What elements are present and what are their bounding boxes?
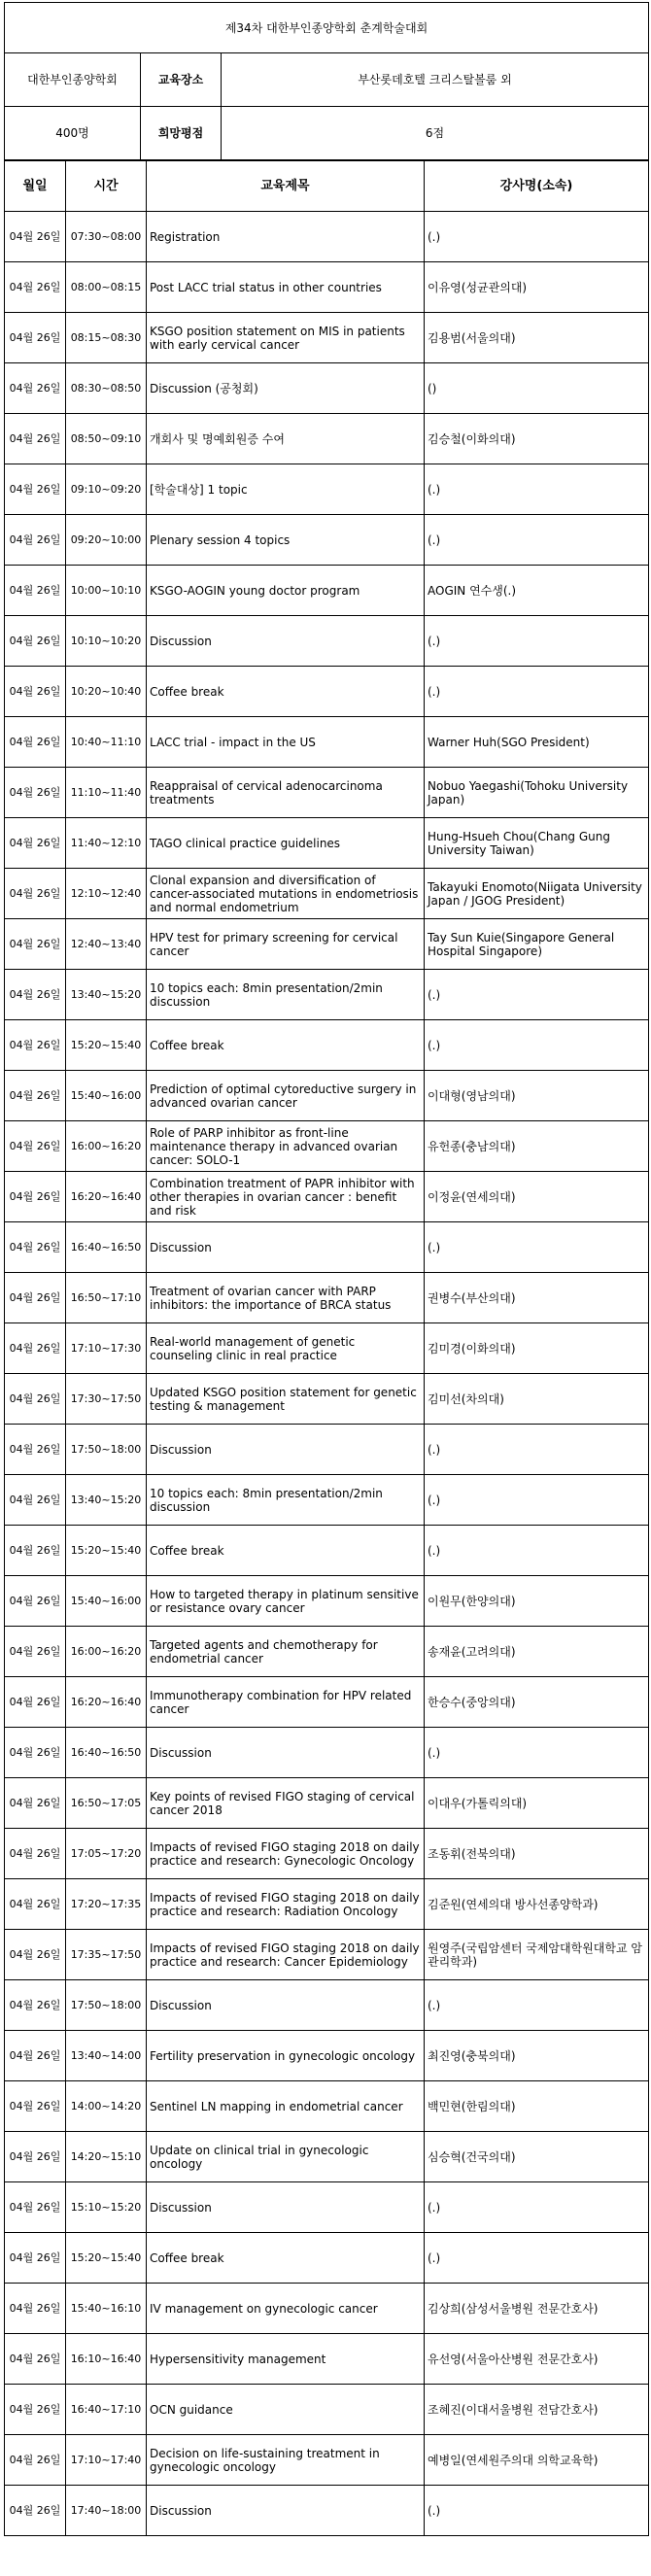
topic-cell: Clonal expansion and diversification of cancer-associated mutations in endometriosis and normal endometrium (147, 869, 425, 919)
speaker-cell: (.) (425, 616, 649, 667)
table-row (5, 1980, 649, 2031)
table-row (5, 2284, 649, 2334)
table-row (5, 1020, 649, 1071)
date-cell: 04월 26일 (5, 2334, 66, 2385)
time-cell: 17:30~17:50 (66, 1374, 147, 1425)
date-cell: 04월 26일 (5, 1829, 66, 1879)
date-cell: 04월 26일 (5, 1374, 66, 1425)
date-cell: 04월 26일 (5, 2385, 66, 2435)
time-cell: 15:20~15:40 (66, 1526, 147, 1576)
date-cell: 04월 26일 (5, 1020, 66, 1071)
table-row (5, 1475, 649, 1526)
time-cell: 13:40~15:20 (66, 970, 147, 1020)
topic-cell: Immunotherapy combination for HPV related cancer (147, 1677, 425, 1728)
time-cell: 13:40~15:20 (66, 1475, 147, 1526)
topic-cell: Key points of revised FIGO staging of cervical cancer 2018 (147, 1778, 425, 1829)
time-cell: 15:10~15:20 (66, 2182, 147, 2233)
speaker-cell: AOGIN 연수생(.) (425, 566, 649, 616)
date-cell: 04월 26일 (5, 919, 66, 970)
topic-cell: Plenary session 4 topics (147, 515, 425, 566)
venue-value: 부산롯데호텔 크리스탈볼룸 외 (222, 53, 649, 107)
time-cell: 10:40~11:10 (66, 717, 147, 768)
date-cell: 04월 26일 (5, 768, 66, 818)
table-row (5, 1323, 649, 1374)
speaker-cell: (.) (425, 970, 649, 1020)
time-cell: 15:40~16:00 (66, 1576, 147, 1627)
time-cell: 16:00~16:20 (66, 1121, 147, 1172)
table-row (5, 1222, 649, 1273)
points-label: 희망평점 (141, 107, 222, 160)
time-cell: 16:50~17:05 (66, 1778, 147, 1829)
speaker-cell: 예병일(연세원주의대 의학교육학) (425, 2435, 649, 2486)
date-cell: 04월 26일 (5, 414, 66, 464)
date-cell: 04월 26일 (5, 1121, 66, 1172)
table-row (5, 768, 649, 818)
time-cell: 12:10~12:40 (66, 869, 147, 919)
table-row (5, 2385, 649, 2435)
date-cell: 04월 26일 (5, 2182, 66, 2233)
date-cell: 04월 26일 (5, 464, 66, 515)
table-row (5, 2435, 649, 2486)
date-cell: 04월 26일 (5, 212, 66, 262)
topic-cell: Hypersensitivity management (147, 2334, 425, 2385)
points-row (5, 107, 649, 160)
speaker-cell: (.) (425, 2182, 649, 2233)
date-cell: 04월 26일 (5, 1222, 66, 1273)
date-cell: 04월 26일 (5, 667, 66, 717)
speaker-cell: (.) (425, 1526, 649, 1576)
table-row (5, 2334, 649, 2385)
speaker-cell: 이유영(성균관의대) (425, 262, 649, 313)
topic-cell: Impacts of revised FIGO staging 2018 on daily practice and research: Radiation Oncology (147, 1879, 425, 1930)
date-cell: 04월 26일 (5, 2132, 66, 2182)
topic-cell: KSGO-AOGIN young doctor program (147, 566, 425, 616)
time-cell: 10:20~10:40 (66, 667, 147, 717)
speaker-cell: 이대우(가톨릭의대) (425, 1778, 649, 1829)
date-cell: 04월 26일 (5, 262, 66, 313)
topic-cell: Prediction of optimal cytoreductive surgery in advanced ovarian cancer (147, 1071, 425, 1121)
speaker-cell: 김승철(이화의대) (425, 414, 649, 464)
speaker-cell: () (425, 363, 649, 414)
speaker-cell: 김미선(차의대) (425, 1374, 649, 1425)
speaker-cell: 유선영(서울아산병원 전문간호사) (425, 2334, 649, 2385)
time-cell: 14:20~15:10 (66, 2132, 147, 2182)
speaker-cell: 조동휘(전북의대) (425, 1829, 649, 1879)
schedule-sheet (4, 2, 648, 2536)
table-row (5, 1121, 649, 1172)
speaker-cell: 한승수(중앙의대) (425, 1677, 649, 1728)
time-cell: 16:40~16:50 (66, 1222, 147, 1273)
topic-cell: Discussion (147, 616, 425, 667)
time-cell: 11:40~12:10 (66, 818, 147, 869)
table-row (5, 313, 649, 363)
topic-cell: Coffee break (147, 2233, 425, 2284)
table-row (5, 818, 649, 869)
venue-label: 교육장소 (141, 53, 222, 107)
organizer-value: 대한부인종양학회 (5, 53, 141, 107)
speaker-cell: (.) (425, 515, 649, 566)
speaker-cell: 김상희(삼성서울병원 전문간호사) (425, 2284, 649, 2334)
time-cell: 17:40~18:00 (66, 2486, 147, 2536)
speaker-cell: 이원무(한양의대) (425, 1576, 649, 1627)
table-row (5, 2031, 649, 2081)
table-row (5, 566, 649, 616)
date-cell: 04월 26일 (5, 1273, 66, 1323)
table-row (5, 464, 649, 515)
date-cell: 04월 26일 (5, 2081, 66, 2132)
points-value: 6점 (222, 107, 649, 160)
table-row (5, 1728, 649, 1778)
date-cell: 04월 26일 (5, 818, 66, 869)
time-cell: 16:00~16:20 (66, 1627, 147, 1677)
venue-row (5, 53, 649, 107)
time-cell: 17:10~17:30 (66, 1323, 147, 1374)
time-cell: 16:50~17:10 (66, 1273, 147, 1323)
speaker-cell: (.) (425, 464, 649, 515)
time-cell: 15:20~15:40 (66, 1020, 147, 1071)
time-cell: 08:15~08:30 (66, 313, 147, 363)
speaker-cell: Takayuki Enomoto(Niigata University Japan / JGOG President) (425, 869, 649, 919)
date-cell: 04월 26일 (5, 970, 66, 1020)
table-row (5, 2233, 649, 2284)
speaker-cell: 백민현(한림의대) (425, 2081, 649, 2132)
date-cell: 04월 26일 (5, 1071, 66, 1121)
topic-cell: Real-world management of genetic counseling clinic in real practice (147, 1323, 425, 1374)
date-cell: 04월 26일 (5, 2435, 66, 2486)
topic-cell: Combination treatment of PAPR inhibitor with other therapies in ovarian cancer : benefit and risk (147, 1172, 425, 1222)
time-cell: 09:20~10:00 (66, 515, 147, 566)
time-cell: 16:20~16:40 (66, 1677, 147, 1728)
time-cell: 15:40~16:10 (66, 2284, 147, 2334)
date-cell: 04월 26일 (5, 313, 66, 363)
table-row (5, 1829, 649, 1879)
topic-cell: Coffee break (147, 1526, 425, 1576)
time-cell: 15:20~15:40 (66, 2233, 147, 2284)
header-time: 시간 (66, 161, 147, 212)
table-row (5, 2081, 649, 2132)
speaker-cell: (.) (425, 1020, 649, 1071)
time-cell: 17:50~18:00 (66, 1425, 147, 1475)
time-cell: 13:40~14:00 (66, 2031, 147, 2081)
date-cell: 04월 26일 (5, 1778, 66, 1829)
date-cell: 04월 26일 (5, 869, 66, 919)
time-cell: 10:00~10:10 (66, 566, 147, 616)
speaker-cell: 권병수(부산의대) (425, 1273, 649, 1323)
speaker-cell: (.) (425, 2486, 649, 2536)
date-cell: 04월 26일 (5, 1425, 66, 1475)
topic-cell: Update on clinical trial in gynecologic oncology (147, 2132, 425, 2182)
topic-cell: LACC trial - impact in the US (147, 717, 425, 768)
header-speaker: 강사명(소속) (425, 161, 649, 212)
topic-cell: Decision on life-sustaining treatment in gynecologic oncology (147, 2435, 425, 2486)
time-cell: 16:10~16:40 (66, 2334, 147, 2385)
topic-cell: Fertility preservation in gynecologic oncology (147, 2031, 425, 2081)
topic-cell: Discussion (147, 2486, 425, 2536)
date-cell: 04월 26일 (5, 2031, 66, 2081)
time-cell: 12:40~13:40 (66, 919, 147, 970)
header-topic: 교육제목 (147, 161, 425, 212)
speaker-cell: 최진영(충북의대) (425, 2031, 649, 2081)
topic-cell: IV management on gynecologic cancer (147, 2284, 425, 2334)
time-cell: 17:50~18:00 (66, 1980, 147, 2031)
date-cell: 04월 26일 (5, 2233, 66, 2284)
topic-cell: How to targeted therapy in platinum sensitive or resistance ovary cancer (147, 1576, 425, 1627)
table-row (5, 1576, 649, 1627)
table-row (5, 616, 649, 667)
table-row (5, 1273, 649, 1323)
topic-cell: Treatment of ovarian cancer with PARP inhibitors: the importance of BRCA status (147, 1273, 425, 1323)
speaker-cell: (.) (425, 1222, 649, 1273)
table-row (5, 919, 649, 970)
topic-cell: Discussion (147, 1728, 425, 1778)
table-row (5, 1930, 649, 1980)
date-cell: 04월 26일 (5, 1728, 66, 1778)
topic-cell: Discussion (147, 2182, 425, 2233)
topic-cell: Coffee break (147, 1020, 425, 1071)
date-cell: 04월 26일 (5, 515, 66, 566)
speaker-cell: (.) (425, 1475, 649, 1526)
time-cell: 09:10~09:20 (66, 464, 147, 515)
topic-cell: Role of PARP inhibitor as front-line maintenance therapy in advanced ovarian cancer: SOLO-1 (147, 1121, 425, 1172)
topic-cell: Targeted agents and chemotherapy for endometrial cancer (147, 1627, 425, 1677)
time-cell: 17:35~17:50 (66, 1930, 147, 1980)
speaker-cell: 김미경(이화의대) (425, 1323, 649, 1374)
table-row (5, 212, 649, 262)
speaker-cell: Tay Sun Kuie(Singapore General Hospital Singapore) (425, 919, 649, 970)
time-cell: 16:40~17:10 (66, 2385, 147, 2435)
topic-cell: Reappraisal of cervical adenocarcinoma treatments (147, 768, 425, 818)
table-row (5, 869, 649, 919)
table-row (5, 2486, 649, 2536)
topic-cell: Coffee break (147, 667, 425, 717)
time-cell: 08:30~08:50 (66, 363, 147, 414)
topic-cell: Discussion (147, 1222, 425, 1273)
time-cell: 08:50~09:10 (66, 414, 147, 464)
date-cell: 04월 26일 (5, 1677, 66, 1728)
table-row (5, 1374, 649, 1425)
table-row (5, 1778, 649, 1829)
schedule-body (5, 212, 649, 2536)
header-date: 월일 (5, 161, 66, 212)
speaker-cell: 이정윤(연세의대) (425, 1172, 649, 1222)
date-cell: 04월 26일 (5, 1930, 66, 1980)
page-title: 제34차 대한부인종양학회 춘계학술대회 (5, 3, 649, 53)
speaker-cell: 이대형(영남의대) (425, 1071, 649, 1121)
date-cell: 04월 26일 (5, 1323, 66, 1374)
speaker-cell: (.) (425, 2233, 649, 2284)
time-cell: 15:40~16:00 (66, 1071, 147, 1121)
date-cell: 04월 26일 (5, 363, 66, 414)
speaker-cell: Hung-Hsueh Chou(Chang Gung University Taiwan) (425, 818, 649, 869)
date-cell: 04월 26일 (5, 2284, 66, 2334)
count-value: 400명 (5, 107, 141, 160)
time-cell: 16:40~16:50 (66, 1728, 147, 1778)
topic-cell: Impacts of revised FIGO staging 2018 on daily practice and research: Cancer Epidemiology (147, 1930, 425, 1980)
schedule-table (4, 160, 649, 2536)
time-cell: 08:00~08:15 (66, 262, 147, 313)
speaker-cell: 심승혁(건국의대) (425, 2132, 649, 2182)
speaker-cell: 송재윤(고려의대) (425, 1627, 649, 1677)
speaker-cell: (.) (425, 1980, 649, 2031)
speaker-cell: Warner Huh(SGO President) (425, 717, 649, 768)
info-table (4, 2, 649, 160)
table-row (5, 1627, 649, 1677)
table-row (5, 2182, 649, 2233)
topic-cell: OCN guidance (147, 2385, 425, 2435)
speaker-cell: 조혜진(이대서울병원 전담간호사) (425, 2385, 649, 2435)
topic-cell: Impacts of revised FIGO staging 2018 on daily practice and research: Gynecologic Oncology (147, 1829, 425, 1879)
schedule-header-row (5, 161, 649, 212)
speaker-cell: 유헌종(충남의대) (425, 1121, 649, 1172)
table-row (5, 717, 649, 768)
table-row (5, 414, 649, 464)
date-cell: 04월 26일 (5, 566, 66, 616)
topic-cell: Discussion (147, 1425, 425, 1475)
speaker-cell: (.) (425, 667, 649, 717)
time-cell: 17:10~17:40 (66, 2435, 147, 2486)
time-cell: 07:30~08:00 (66, 212, 147, 262)
topic-cell: Sentinel LN mapping in endometrial cancer (147, 2081, 425, 2132)
speaker-cell: (.) (425, 1425, 649, 1475)
time-cell: 17:05~17:20 (66, 1829, 147, 1879)
date-cell: 04월 26일 (5, 1172, 66, 1222)
topic-cell: Updated KSGO position statement for genetic testing & management (147, 1374, 425, 1425)
table-row (5, 1677, 649, 1728)
topic-cell: HPV test for primary screening for cervical cancer (147, 919, 425, 970)
table-row (5, 262, 649, 313)
topic-cell: Discussion (147, 1980, 425, 2031)
table-row (5, 363, 649, 414)
time-cell: 14:00~14:20 (66, 2081, 147, 2132)
topic-cell: 10 topics each: 8min presentation/2min discussion (147, 1475, 425, 1526)
topic-cell: Registration (147, 212, 425, 262)
time-cell: 17:20~17:35 (66, 1879, 147, 1930)
table-row (5, 2132, 649, 2182)
table-row (5, 1526, 649, 1576)
time-cell: 11:10~11:40 (66, 768, 147, 818)
table-row (5, 515, 649, 566)
date-cell: 04월 26일 (5, 2486, 66, 2536)
date-cell: 04월 26일 (5, 1576, 66, 1627)
topic-cell: KSGO position statement on MIS in patients with early cervical cancer (147, 313, 425, 363)
table-row (5, 667, 649, 717)
speaker-cell: 김준원(연세의대 방사선종양학과) (425, 1879, 649, 1930)
date-cell: 04월 26일 (5, 717, 66, 768)
topic-cell: Discussion (공청회) (147, 363, 425, 414)
speaker-cell: Nobuo Yaegashi(Tohoku University Japan) (425, 768, 649, 818)
speaker-cell: 원영주(국립암센터 국제암대학원대학교 암관리학과) (425, 1930, 649, 1980)
topic-cell: [학술대상] 1 topic (147, 464, 425, 515)
date-cell: 04월 26일 (5, 1627, 66, 1677)
table-row (5, 1425, 649, 1475)
speaker-cell: (.) (425, 212, 649, 262)
topic-cell: TAGO clinical practice guidelines (147, 818, 425, 869)
topic-cell: 10 topics each: 8min presentation/2min discussion (147, 970, 425, 1020)
date-cell: 04월 26일 (5, 1980, 66, 2031)
table-row (5, 970, 649, 1020)
topic-cell: 개회사 및 명예회원증 수여 (147, 414, 425, 464)
time-cell: 10:10~10:20 (66, 616, 147, 667)
table-row (5, 1172, 649, 1222)
date-cell: 04월 26일 (5, 1879, 66, 1930)
table-row (5, 1071, 649, 1121)
date-cell: 04월 26일 (5, 1526, 66, 1576)
table-row (5, 1879, 649, 1930)
date-cell: 04월 26일 (5, 1475, 66, 1526)
speaker-cell: (.) (425, 1728, 649, 1778)
topic-cell: Post LACC trial status in other countries (147, 262, 425, 313)
speaker-cell: 김용범(서울의대) (425, 313, 649, 363)
time-cell: 16:20~16:40 (66, 1172, 147, 1222)
date-cell: 04월 26일 (5, 616, 66, 667)
